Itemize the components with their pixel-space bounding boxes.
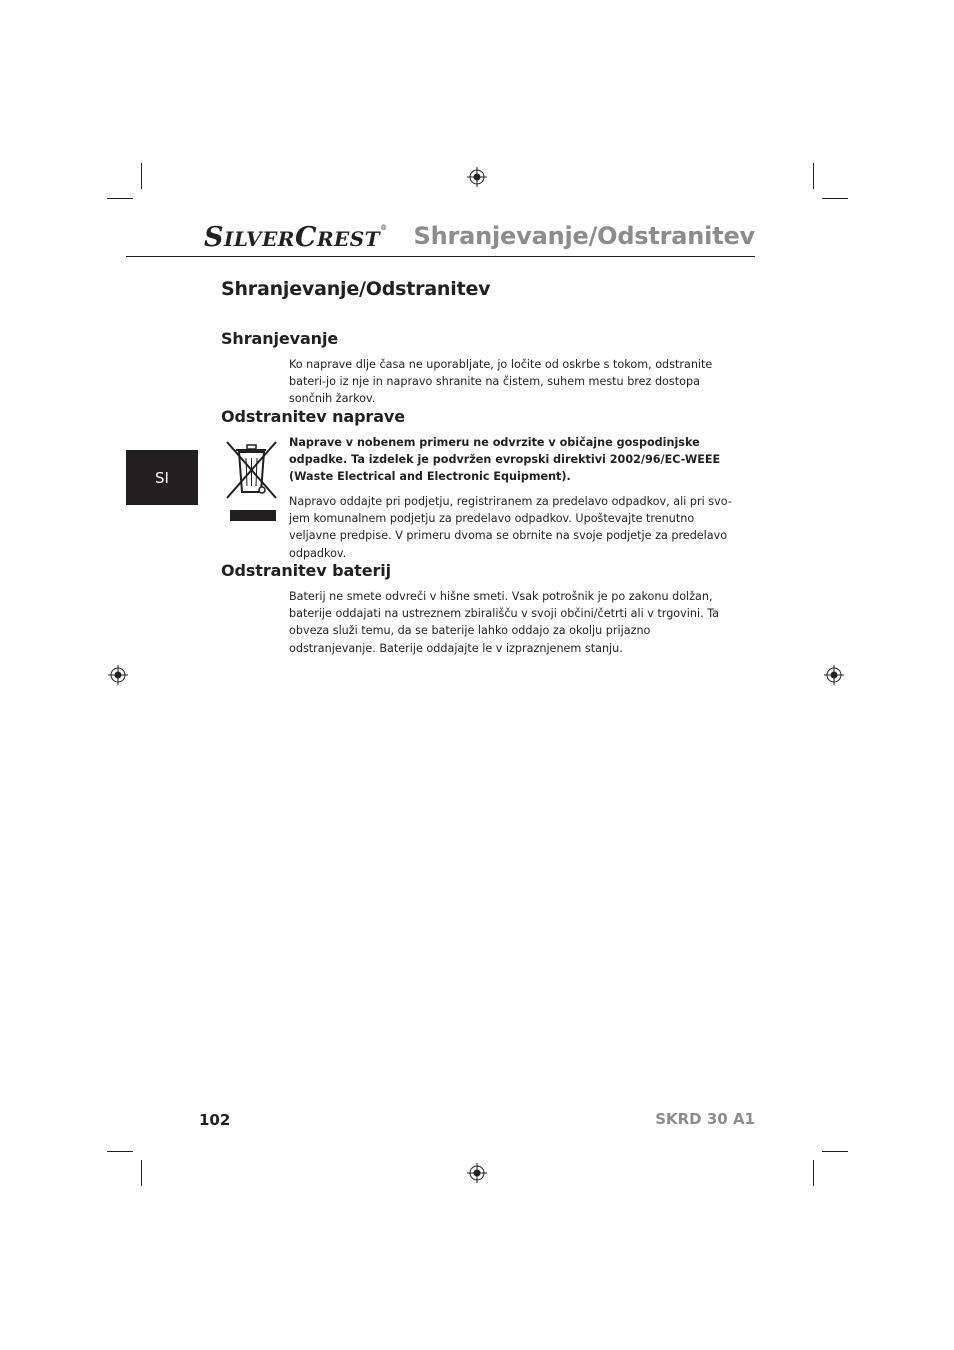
section-heading-storage: Shranjevanje xyxy=(221,329,339,348)
running-header-title: Shranjevanje/Odstranitev xyxy=(413,222,755,250)
crop-mark xyxy=(141,1160,142,1186)
crop-mark xyxy=(107,1151,133,1152)
disposal-instructions-paragraph: Napravo oddajte pri podjetju, registriranem za predelavo odpadkov, ali pri svo-jem komunalnem podjetju za predelavo odpadkov. Upoštevajte trenutno veljavne predpise. V primeru dvoma se obrnite na svoje podjetje za predelavo odpadkov. xyxy=(289,495,732,560)
header-divider xyxy=(126,256,755,257)
disposal-warning-paragraph: Naprave v nobenem primeru ne odvrzite v običajne gospodinjske odpadke. Ta izdelek je podvržen evropski direktivi 2002/96/EC-WEEE (Waste Electrical and Electronic Equipment). xyxy=(289,436,721,484)
page-number: 102 xyxy=(199,1111,231,1129)
page-title: Shranjevanje/Odstranitev xyxy=(221,278,491,300)
language-tab-label: SI xyxy=(155,468,169,487)
registration-mark-icon xyxy=(467,167,487,187)
weee-crossed-bin-icon xyxy=(224,438,280,524)
crop-mark xyxy=(141,163,142,189)
storage-paragraph: Ko naprave dlje časa ne uporabljate, jo ločite od oskrbe s tokom, odstranite bateri-jo iz nje in napravo shranite na čistem, suhem mestu brez dostopa sončnih žarkov. xyxy=(289,358,713,406)
registration-mark-icon xyxy=(108,665,128,685)
registration-mark-icon xyxy=(467,1163,487,1183)
model-number: SKRD 30 A1 xyxy=(655,1110,755,1128)
brand-logo: SILVERCREST® xyxy=(204,222,388,253)
language-tab xyxy=(126,450,198,505)
crop-mark xyxy=(107,198,133,199)
section-heading-device-disposal: Odstranitev naprave xyxy=(221,407,405,426)
crop-mark xyxy=(822,1151,848,1152)
crop-mark xyxy=(822,198,848,199)
registration-mark-icon xyxy=(824,665,844,685)
battery-disposal-paragraph: Baterij ne smete odvreči v hišne smeti. Vsak potrošnik je po zakonu dolžan, baterije oddajati na ustreznem zbirališču v svoji občini/četrti ali v trgovini. Ta obveza služi temu, da se baterije lahko oddajo za okolju prijazno odstranjevanje. Baterije oddajajte le v izpraznjenem stanju. xyxy=(289,590,720,655)
section-heading-battery-disposal: Odstranitev baterij xyxy=(221,561,391,580)
crop-mark xyxy=(813,163,814,189)
crop-mark xyxy=(813,1160,814,1186)
